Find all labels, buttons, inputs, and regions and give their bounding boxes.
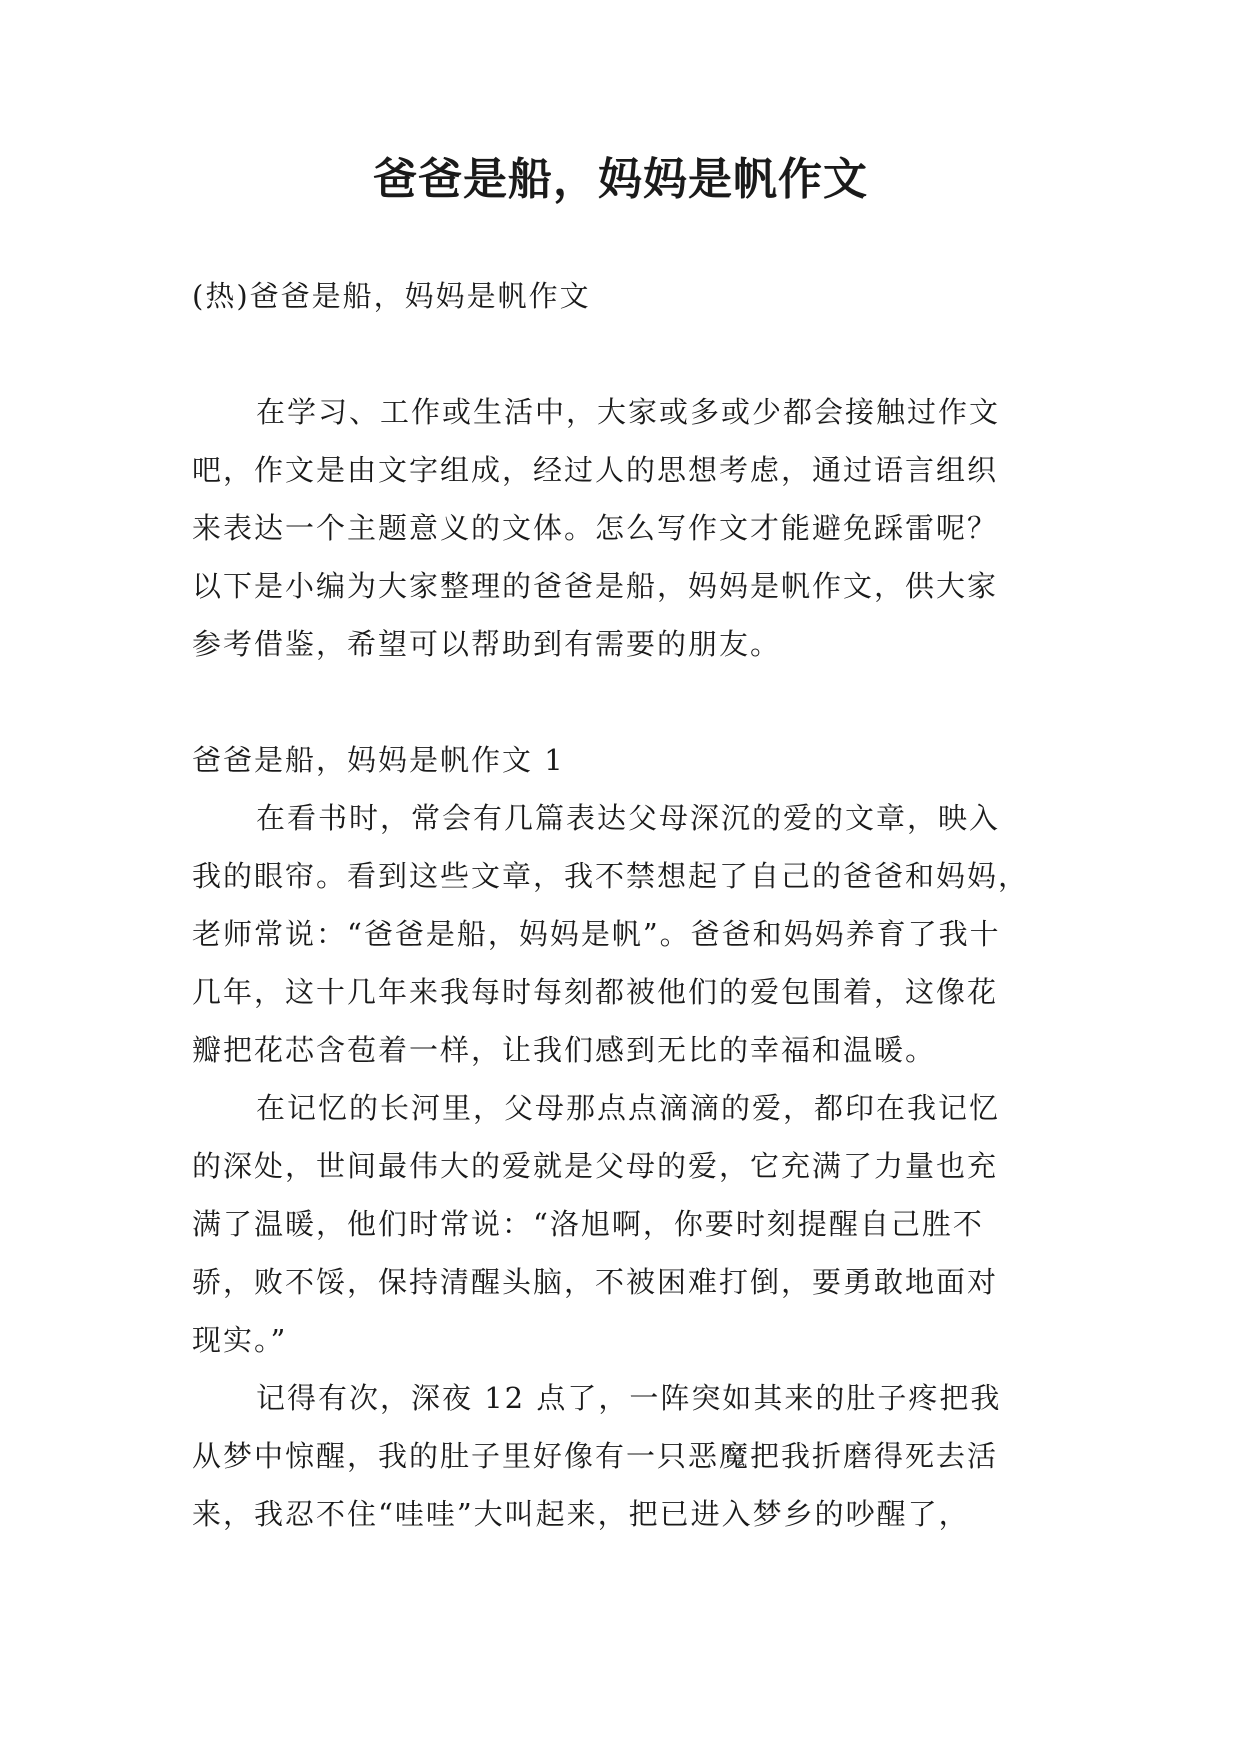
- text-line: 吧，作文是由文字组成，经过人的思想考虑，通过语言组织: [192, 453, 999, 487]
- text-line: 以下是小编为大家整理的爸爸是船，妈妈是帆作文，供大家: [192, 569, 999, 603]
- paragraph-2: [192, 1079, 1052, 1369]
- paragraph-1: [192, 789, 1052, 1079]
- intro-paragraph: [192, 383, 1052, 673]
- document-title: 爸爸是船，妈妈是帆作文: [373, 154, 868, 205]
- text-line: 骄，败不馁，保持清醒头脑，不被困难打倒，要勇敢地面对: [192, 1265, 999, 1299]
- text-line: 的深处，世间最伟大的爱就是父母的爱，它充满了力量也充: [192, 1149, 999, 1183]
- text-line: 在看书时，常会有几篇表达父母深沉的爱的文章，映入: [256, 801, 1001, 835]
- text-line: 几年，这十几年来我每时每刻都被他们的爱包围着，这像花: [192, 975, 999, 1009]
- text-line: 在记忆的长河里，父母那点点滴滴的爱，都印在我记忆: [256, 1091, 1001, 1125]
- text-line: 老师常说：“爸爸是船，妈妈是帆”。爸爸和妈妈养育了我十: [192, 917, 1001, 951]
- text-line: 满了温暖，他们时常说：“洛旭啊，你要时刻提醒自己胜不: [192, 1207, 984, 1241]
- text-line: 参考借鉴，希望可以帮助到有需要的朋友。: [192, 627, 782, 661]
- section-heading: 爸爸是船，妈妈是帆作文 1: [192, 743, 565, 777]
- text-line: 来表达一个主题意义的文体。怎么写作文才能避免踩雷呢？: [192, 511, 999, 545]
- blank-line: [192, 325, 1052, 383]
- text-line: 瓣把花芯含苞着一样，让我们感到无比的幸福和温暖。: [192, 1033, 937, 1067]
- paragraph-3: [192, 1369, 1052, 1543]
- text-line: 现实。”: [192, 1323, 288, 1357]
- text-line: 来，我忍不住“哇哇”大叫起来，把已进入梦乡的吵醒了，: [192, 1497, 970, 1531]
- text-line: 记得有次，深夜 12 点了，一阵突如其来的肚子疼把我: [256, 1381, 1002, 1415]
- document-subtitle: (热)爸爸是船，妈妈是帆作文: [192, 279, 591, 313]
- text-line: 我的眼帘。看到这些文章，我不禁想起了自己的爸爸和妈妈，: [192, 859, 1030, 893]
- document-body: [192, 267, 1052, 1543]
- text-line: 在学习、工作或生活中，大家或多或少都会接触过作文: [256, 395, 1001, 429]
- text-line: 从梦中惊醒，我的肚子里好像有一只恶魔把我折磨得死去活: [192, 1439, 999, 1473]
- blank-line: [192, 673, 1052, 731]
